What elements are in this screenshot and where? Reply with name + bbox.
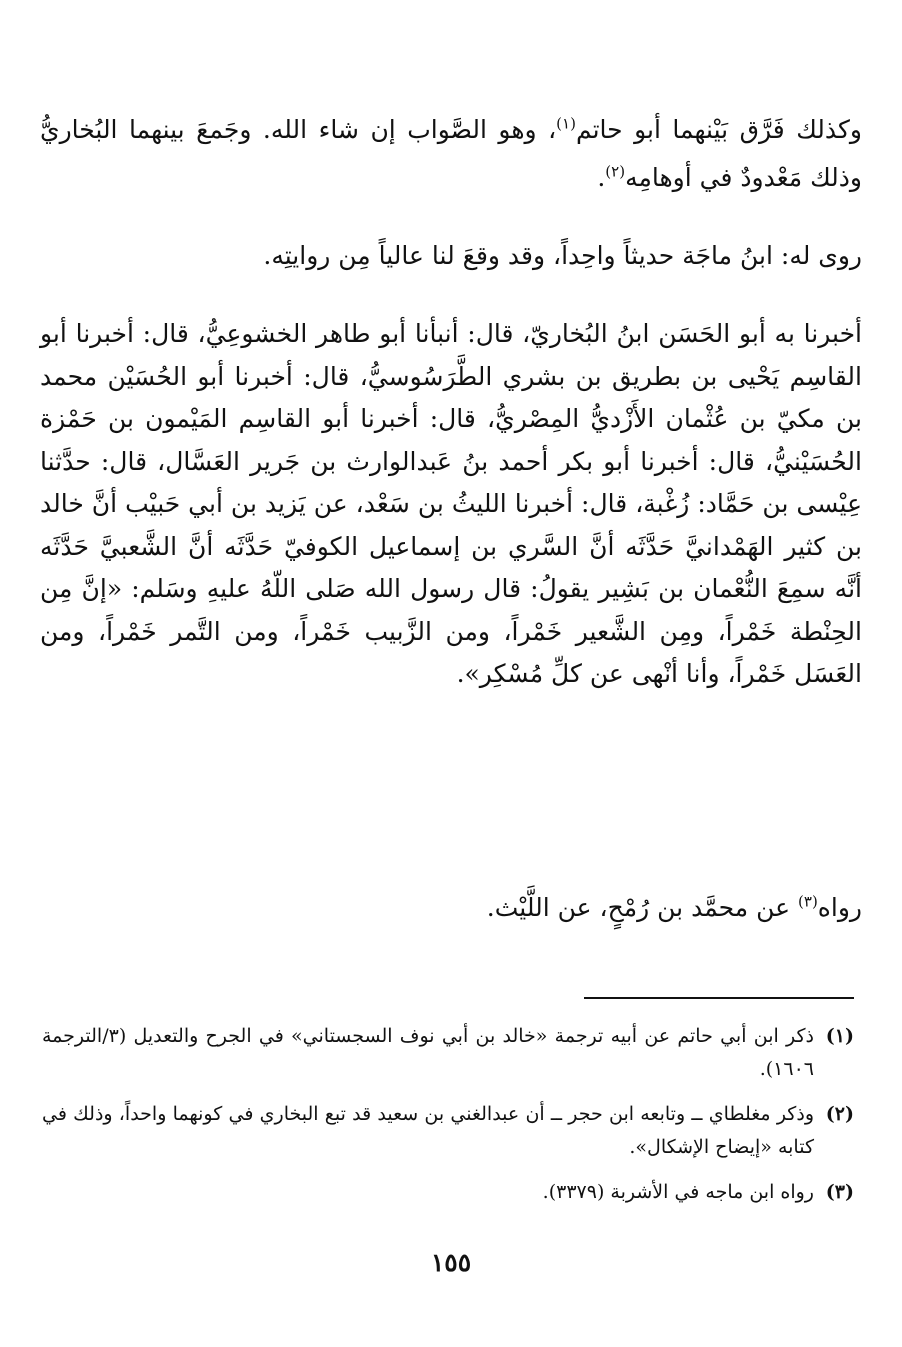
paragraph-hadith-chain: أخبرنا به أبو الحَسَن ابنُ البُخاريّ، قال: أنبأنا أبو طاهر الخشوعِيُّ، قال: أخبرنا أبو القاسِم يَحْيى بن بطريق بن بشري الطَّرَسُوسيُّ، قال: أخبرنا أبو الحُسَيْن محمد بن مكيّ بن عُثْمان الأَزْديُّ المِصْريُّ، قال: أخبرنا أبو القاسِم المَيْمون بن حَمْزة الحُسَيْنيُّ، قال: أخبرنا أبو بكر أحمد بنُ عَبدالوارث بن جَرير العَسَّال، قال: حدَّثنا عِيْسى بن حَمَّاد: زُغْبة، قال: أخبرنا الليثُ بن سَعْد، عن يَزيد بن أبي حَبيْب أنَّ خالد بن كثير الهَمْدانيَّ حَدَّثَه أنَّ السَّري بن إسماعيل الكوفيّ حَدَّثَه أنَّ الشَّعبيَّ حَدَّثَه أنَّه سمِعَ النُّعْمان بن بَشِير يقولُ: قال رسول الله صَلى اللّهُ عليهِ وسَلم: «إنَّ مِن الحِنْطة خَمْراً، ومِن الشَّعير خَمْراً، ومن الزَّبيب خَمْراً، ومن التَّمر خَمْراً، ومن العَسَل خَمْراً، وأنا أنْهى عن كلِّ مُسْكِر». xyxy=(40,319,862,688)
paragraph-narration: روى له: ابنُ ماجَة حديثاً واحِداً، وقد وقعَ لنا عالياً مِن روايتِه. xyxy=(263,241,862,270)
footnote-separator xyxy=(584,997,854,999)
footnote-number: (٢) xyxy=(825,1103,854,1125)
footnote-text: ذكر ابن أبي حاتم عن أبيه ترجمة «خالد بن أبي نوف السجستاني» في الجرح والتعديل (٣/الترجمة ١٦٠٦). xyxy=(42,1025,814,1080)
footnote-ref-1[interactable]: (١) xyxy=(556,114,576,133)
paragraph-text: . xyxy=(597,163,606,192)
footnote-text: وذكر مغلطاي ــ وتابعه ابن حجر ــ أن عبدالغني بن سعيد قد تبع البخاري في كونهما واحداً، وذلك في كتابه «إيضاح الإشكال». xyxy=(42,1103,814,1158)
paragraph-text: رواه xyxy=(817,893,862,922)
footnote-item xyxy=(42,1098,854,1164)
footnote-text: رواه ابن ماجه في الأشربة (٣٣٧٩). xyxy=(542,1181,814,1203)
footnote-item xyxy=(42,1176,854,1209)
paragraph-text: ، وهو الصَّواب إن شاء الله. وجَمعَ بينهما البُخاريُّ وذلك مَعْدودٌ في أوهامِه xyxy=(40,115,862,192)
footnote-number: (١) xyxy=(825,1025,854,1047)
paragraph-text: عن محمَّد بن رُمْحٍ، عن اللَّيْث. xyxy=(486,893,799,922)
paragraph-text: وكذلك فَرَّق بَيْنهما أبو حاتم xyxy=(575,115,862,144)
paragraph-intro xyxy=(40,106,862,202)
footnote-number: (٣) xyxy=(825,1181,854,1203)
footnote-item xyxy=(42,1020,854,1086)
paragraph-source xyxy=(40,884,862,932)
footnote-ref-2[interactable]: (٢) xyxy=(605,162,626,181)
page-number: ١٥٥ xyxy=(430,1248,472,1277)
footnotes xyxy=(42,1020,854,1221)
footnote-ref-3[interactable]: (٣) xyxy=(798,892,818,911)
